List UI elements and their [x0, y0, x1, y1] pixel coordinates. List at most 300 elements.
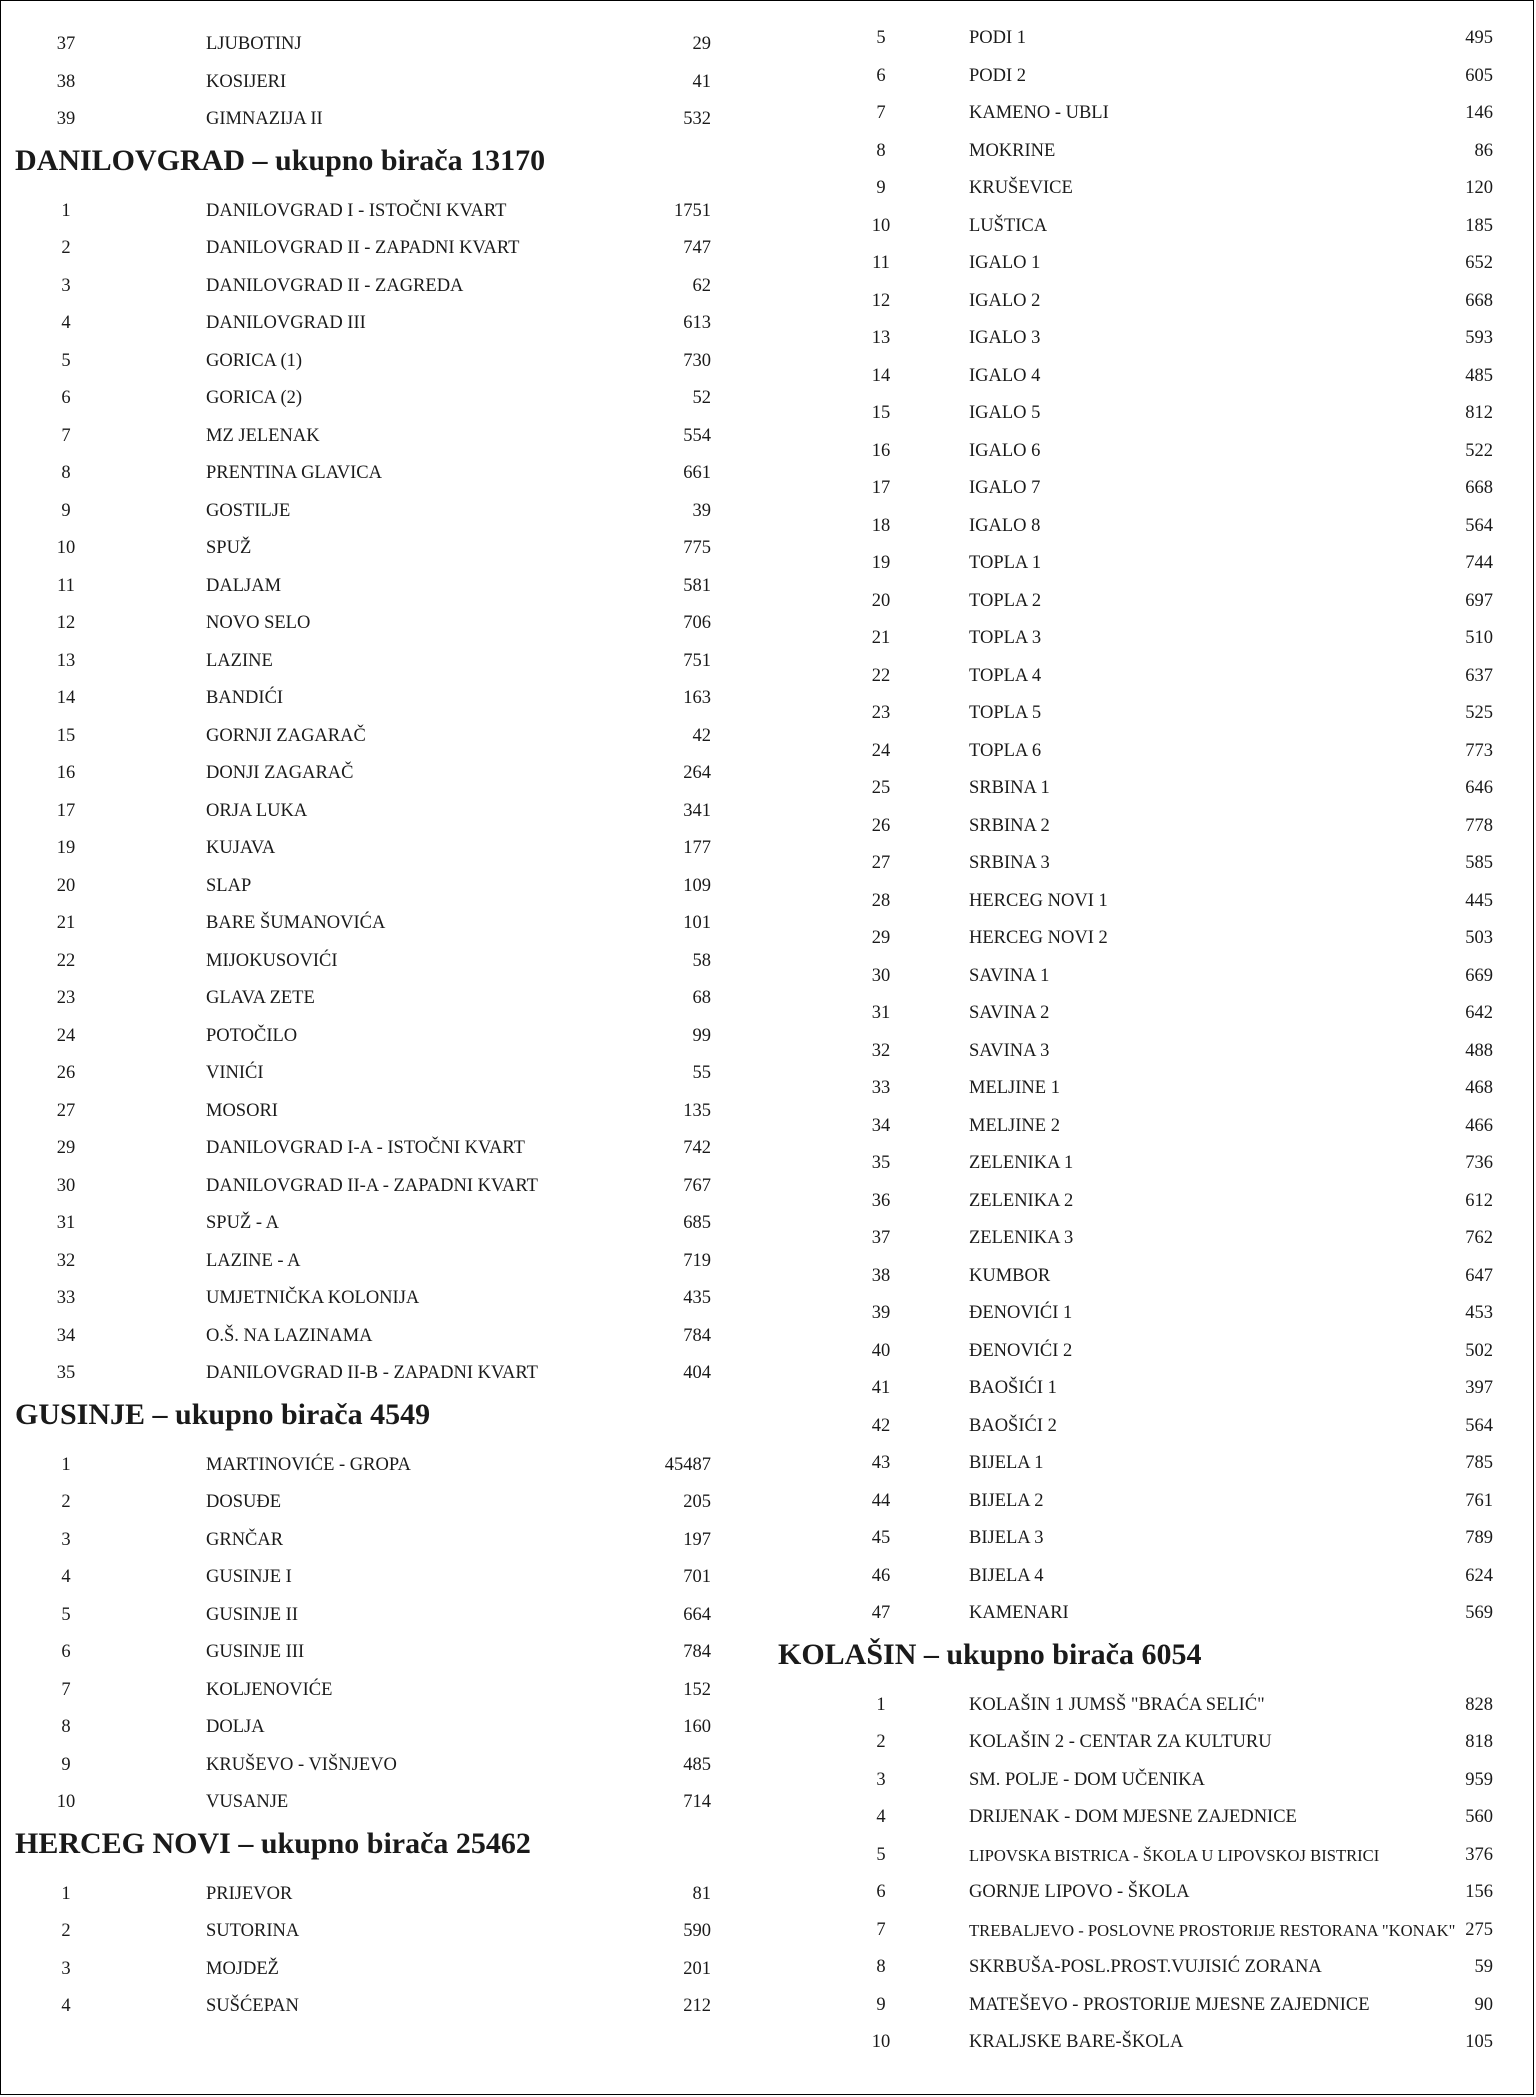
voter-count: 152 [683, 1679, 711, 1700]
polling-station-number: 22 [871, 665, 891, 686]
voter-count: 959 [1465, 1769, 1493, 1790]
voter-count: 41 [692, 71, 711, 92]
table-row [766, 1070, 1534, 1107]
polling-station-number: 34 [871, 1115, 891, 1136]
polling-station-name: DOLJA [206, 1717, 265, 1737]
voter-count: 767 [683, 1175, 711, 1196]
table-row [766, 920, 1534, 957]
polling-station-number: 38 [56, 71, 76, 92]
voter-count: 585 [1465, 853, 1493, 873]
polling-station-number: 46 [871, 1565, 891, 1586]
polling-station-name: SPUŽ - A [206, 1213, 279, 1233]
polling-station-number: 24 [56, 1025, 76, 1046]
polling-station-name: IGALO 1 [969, 253, 1041, 273]
voter-count: 488 [1465, 1040, 1493, 1061]
voter-count: 466 [1465, 1115, 1493, 1136]
voter-count: 590 [683, 1921, 711, 1941]
polling-station-number: 13 [871, 328, 891, 348]
voter-count: 397 [1465, 1378, 1493, 1398]
polling-station-name: GIMNAZIJA II [206, 109, 323, 129]
voter-count: 775 [683, 538, 711, 558]
polling-station-number: 6 [61, 1642, 71, 1662]
table-row [1, 26, 761, 63]
table-row [766, 358, 1534, 395]
voter-count: 789 [1465, 1528, 1493, 1548]
polling-station-name: KOSIJERI [206, 71, 287, 92]
polling-station-name: TOPLA 5 [969, 703, 1042, 723]
table-row [766, 1912, 1534, 1949]
polling-station-number: 14 [56, 688, 76, 708]
polling-station-name: KOLJENOVIĆE [206, 1679, 333, 1700]
polling-station-name: UMJETNIČKA KOLONIJA [206, 1288, 420, 1308]
polling-station-name: DANILOVGRAD I-A - ISTOČNI KVART [206, 1138, 525, 1158]
voter-count: 701 [683, 1567, 711, 1587]
polling-station-number: 16 [871, 440, 891, 461]
polling-station-name: DANILOVGRAD II-B - ZAPADNI KVART [206, 1363, 538, 1383]
polling-station-number: 18 [871, 515, 891, 536]
voter-count: 264 [683, 763, 711, 783]
polling-station-name: BIJELA 4 [969, 1565, 1044, 1586]
polling-station-number: 26 [56, 1063, 76, 1083]
voter-count: 376 [1465, 1844, 1493, 1865]
polling-station-name: TOPLA 2 [969, 590, 1042, 611]
polling-station-number: 5 [876, 28, 886, 48]
table-row [766, 1445, 1534, 1482]
polling-station-number: 44 [871, 1490, 891, 1511]
voter-count: 39 [692, 500, 711, 521]
table-row [766, 1145, 1534, 1182]
polling-station-name: TOPLA 3 [969, 628, 1042, 648]
polling-station-number: 8 [61, 1717, 71, 1737]
polling-station-number: 7 [61, 425, 71, 446]
polling-station-number: 31 [56, 1213, 76, 1233]
table-row [766, 995, 1534, 1032]
voter-count: 652 [1465, 253, 1493, 273]
table-row [1, 1130, 761, 1167]
voter-count: 784 [683, 1642, 711, 1662]
polling-station-number: 9 [61, 1754, 71, 1775]
polling-station-number: 6 [61, 388, 71, 408]
polling-station-number: 34 [56, 1325, 76, 1346]
polling-station-number: 27 [56, 1100, 76, 1121]
polling-station-name: SUŠĆEPAN [206, 1996, 299, 2016]
polling-station-name: DANILOVGRAD III [206, 313, 366, 333]
polling-station-number: 4 [61, 313, 71, 333]
polling-station-number: 14 [871, 365, 891, 386]
polling-station-name: BAOŠIĆI 2 [969, 1415, 1057, 1436]
polling-station-number: 16 [56, 763, 76, 783]
voter-count: 818 [1465, 1732, 1493, 1752]
table-row [766, 320, 1534, 357]
section-heading-danilovgrad: DANILOVGRAD – ukupno birača 13170 [15, 143, 546, 177]
polling-station-name: LAZINE - A [206, 1250, 301, 1271]
voter-count: 761 [1465, 1490, 1493, 1511]
table-row [1, 493, 761, 530]
voter-count: 751 [683, 650, 711, 671]
polling-station-number: 1 [61, 200, 71, 221]
polling-station-number: 41 [871, 1378, 891, 1398]
polling-station-number: 8 [61, 463, 71, 483]
table-row [1, 980, 761, 1017]
polling-station-name: PRIJEVOR [206, 1883, 293, 1904]
voter-count: 668 [1465, 290, 1493, 311]
polling-station-number: 35 [871, 1153, 891, 1173]
polling-station-name: SPUŽ [206, 538, 252, 558]
voter-count: 81 [692, 1883, 711, 1904]
polling-station-number: 25 [871, 778, 891, 798]
table-row [766, 1033, 1534, 1070]
table-row [1, 230, 761, 267]
voter-count: 495 [1465, 28, 1493, 48]
polling-station-number: 11 [872, 253, 890, 273]
voter-count: 503 [1465, 928, 1493, 948]
table-row [1, 1318, 761, 1355]
voter-count: 642 [1465, 1003, 1493, 1023]
polling-station-number: 11 [57, 575, 75, 596]
voter-count: 522 [1465, 440, 1493, 461]
polling-station-name: MARTINOVIĆE - GROPA [206, 1454, 411, 1475]
polling-station-name: DALJAM [206, 575, 282, 596]
polling-station-number: 4 [61, 1996, 71, 2016]
section-heading-herceg: HERCEG NOVI – ukupno birača 25462 [15, 1826, 531, 1860]
polling-station-name: DANILOVGRAD II-A - ZAPADNI KVART [206, 1175, 538, 1196]
table-row [766, 1558, 1534, 1595]
polling-station-name: SAVINA 1 [969, 965, 1050, 986]
polling-station-name: KAMENARI [969, 1603, 1069, 1623]
polling-station-name: PODI 2 [969, 65, 1027, 86]
table-row [766, 2024, 1534, 2061]
polling-station-number: 3 [876, 1769, 886, 1790]
polling-station-name: DONJI ZAGARAČ [206, 763, 354, 783]
voter-count: 510 [1465, 628, 1493, 648]
voter-count: 101 [683, 913, 711, 933]
table-row [766, 1108, 1534, 1145]
polling-station-name: DANILOVGRAD II - ZAPADNI KVART [206, 238, 520, 258]
polling-station-name: IGALO 3 [969, 328, 1041, 348]
voter-count: 613 [683, 313, 711, 333]
polling-station-number: 40 [871, 1340, 891, 1361]
table-row [766, 1949, 1534, 1986]
polling-station-number: 42 [871, 1415, 891, 1436]
voter-count: 605 [1465, 65, 1493, 86]
voter-count: 697 [1465, 590, 1493, 611]
polling-station-number: 20 [871, 590, 891, 611]
voter-count: 45487 [664, 1454, 711, 1475]
table-row [1, 1093, 761, 1130]
polling-station-number: 47 [871, 1603, 891, 1623]
table-row [766, 958, 1534, 995]
voter-count: 560 [1465, 1807, 1493, 1827]
polling-station-number: 2 [61, 1492, 71, 1512]
voter-count: 404 [683, 1363, 711, 1383]
voter-count: 554 [683, 425, 711, 446]
polling-station-number: 2 [61, 238, 71, 258]
table-row [1, 1205, 761, 1242]
voter-count: 762 [1465, 1228, 1493, 1248]
polling-station-number: 10 [871, 215, 891, 236]
table-row [1, 380, 761, 417]
table-row [1, 343, 761, 380]
polling-station-number: 1 [876, 1694, 886, 1715]
voter-count: 86 [1474, 140, 1493, 161]
table-row [766, 1762, 1534, 1799]
polling-station-number: 45 [871, 1528, 891, 1548]
polling-station-number: 3 [61, 1529, 71, 1550]
voter-count: 468 [1465, 1078, 1493, 1098]
polling-station-name: MIJOKUSOVIĆI [206, 950, 338, 971]
polling-station-name: ORJA LUKA [206, 800, 308, 821]
polling-station-name: KRUŠEVO - VIŠNJEVO [206, 1754, 397, 1775]
voter-count: 646 [1465, 778, 1493, 798]
table-row [766, 433, 1534, 470]
polling-station-name: VINIĆI [206, 1063, 264, 1083]
polling-station-name: BANDIĆI [206, 688, 284, 708]
table-row [766, 1595, 1534, 1632]
voter-count: 201 [683, 1958, 711, 1979]
voter-count: 581 [683, 575, 711, 596]
polling-station-name: SUTORINA [206, 1921, 300, 1941]
polling-station-number: 4 [61, 1567, 71, 1587]
polling-station-number: 8 [876, 1957, 886, 1977]
table-row [1, 1559, 761, 1596]
polling-station-name: IGALO 5 [969, 403, 1041, 423]
table-row [1, 455, 761, 492]
table-row [766, 1520, 1534, 1557]
table-row [766, 1183, 1534, 1220]
polling-station-number: 29 [871, 928, 891, 948]
table-row [1, 1168, 761, 1205]
polling-station-number: 23 [871, 703, 891, 723]
table-row [1, 101, 761, 138]
table-row [766, 1333, 1534, 1370]
polling-station-number: 1 [61, 1454, 71, 1475]
table-row [766, 20, 1534, 57]
table-row [766, 95, 1534, 132]
voter-count: 197 [683, 1529, 711, 1550]
polling-station-name: IGALO 7 [969, 478, 1041, 498]
polling-station-number: 8 [876, 140, 886, 161]
voter-count: 828 [1465, 1694, 1493, 1715]
voter-count: 624 [1465, 1565, 1493, 1586]
polling-station-number: 37 [871, 1228, 891, 1248]
table-row [766, 58, 1534, 95]
polling-station-name: LIPOVSKA BISTRICA - ŠKOLA U LIPOVSKOJ BISTRICI [969, 1845, 1380, 1865]
voter-count: 42 [692, 725, 711, 746]
voter-count: 90 [1474, 1994, 1493, 2015]
polling-station-name: BIJELA 2 [969, 1490, 1044, 1511]
polling-station-name: KOLAŠIN 1 JUMSŠ "BRAĆA SELIĆ" [969, 1694, 1265, 1715]
polling-station-name: DOSUĐE [206, 1492, 282, 1512]
polling-station-number: 20 [56, 875, 76, 896]
polling-station-number: 6 [876, 65, 886, 86]
polling-station-name: GUSINJE II [206, 1604, 298, 1625]
polling-station-number: 43 [871, 1453, 891, 1473]
polling-station-name: IGALO 2 [969, 290, 1041, 311]
polling-station-number: 30 [871, 965, 891, 986]
table-row [766, 1408, 1534, 1445]
polling-station-number: 5 [61, 1604, 71, 1625]
polling-station-name: MOJDEŽ [206, 1958, 279, 1979]
table-row [766, 1220, 1534, 1257]
voter-count: 714 [683, 1792, 711, 1812]
polling-station-name: POTOČILO [206, 1025, 298, 1046]
table-row [766, 1370, 1534, 1407]
table-row [1, 418, 761, 455]
voter-count: 736 [1465, 1153, 1493, 1173]
voter-count: 105 [1465, 2032, 1493, 2052]
polling-station-number: 7 [61, 1679, 71, 1700]
table-row [766, 245, 1534, 282]
polling-station-number: 19 [56, 838, 76, 858]
polling-station-number: 10 [56, 1792, 76, 1812]
polling-station-number: 6 [876, 1882, 886, 1902]
polling-station-number: 3 [61, 1958, 71, 1979]
polling-station-name: MELJINE 2 [969, 1115, 1060, 1136]
polling-station-number: 39 [871, 1303, 891, 1323]
voter-count: 205 [683, 1492, 711, 1512]
voter-count: 341 [683, 800, 711, 821]
table-row [1, 1484, 761, 1521]
polling-station-number: 35 [56, 1363, 76, 1383]
voter-count: 668 [1465, 478, 1493, 498]
table-row [1, 868, 761, 905]
table-row [766, 283, 1534, 320]
section-heading-gusinje: GUSINJE – ukupno birača 4549 [15, 1397, 431, 1431]
table-row [766, 1483, 1534, 1520]
polling-station-name: BARE ŠUMANOVIĆA [206, 913, 386, 933]
polling-station-name: SLAP [206, 875, 252, 896]
polling-station-name: IGALO 8 [969, 515, 1041, 536]
table-row [766, 1687, 1534, 1724]
table-row [766, 620, 1534, 657]
polling-station-number: 37 [56, 34, 76, 54]
polling-station-number: 9 [876, 178, 886, 198]
table-row [766, 545, 1534, 582]
table-row [1, 1243, 761, 1280]
polling-station-number: 30 [56, 1175, 76, 1196]
table-row [1, 718, 761, 755]
voter-count: 1751 [674, 200, 711, 221]
voter-count: 812 [1465, 403, 1493, 423]
voter-count: 773 [1465, 740, 1493, 761]
polling-station-name: BAOŠIĆI 1 [969, 1378, 1057, 1398]
polling-station-name: SRBINA 1 [969, 778, 1050, 798]
table-row [1, 1784, 761, 1821]
polling-station-number: 1 [61, 1883, 71, 1904]
polling-station-number: 17 [56, 800, 76, 821]
table-row [1, 1951, 761, 1988]
polling-station-number: 2 [61, 1921, 71, 1941]
polling-station-name: GORNJI ZAGARAČ [206, 725, 366, 746]
table-row [1, 530, 761, 567]
table-row [1, 1355, 761, 1392]
polling-station-name: SAVINA 2 [969, 1003, 1050, 1023]
table-row [1, 64, 761, 101]
table-row [1, 605, 761, 642]
polling-station-number: 15 [56, 725, 76, 746]
polling-station-name: GORICA (2) [206, 388, 303, 408]
polling-station-name: SRBINA 2 [969, 815, 1050, 836]
polling-station-name: SM. POLJE - DOM UČENIKA [969, 1769, 1205, 1790]
table-row [766, 395, 1534, 432]
polling-station-name: PODI 1 [969, 28, 1027, 48]
voter-count: 637 [1465, 665, 1493, 686]
table-row [766, 1295, 1534, 1332]
voter-count: 52 [692, 388, 711, 408]
polling-station-number: 2 [876, 1732, 886, 1752]
polling-station-name: SRBINA 3 [969, 853, 1050, 873]
polling-station-name: DRIJENAK - DOM MJESNE ZAJEDNICE [969, 1807, 1297, 1827]
voter-count: 664 [683, 1604, 711, 1625]
table-row [766, 658, 1534, 695]
voter-count: 435 [683, 1288, 711, 1308]
voter-count: 525 [1465, 703, 1493, 723]
polling-station-name: ĐENOVIĆI 1 [969, 1303, 1073, 1323]
table-row [1, 680, 761, 717]
voter-count: 275 [1465, 1919, 1493, 1940]
voter-count: 685 [683, 1213, 711, 1233]
polling-station-name: KUMBOR [969, 1265, 1051, 1286]
table-row [1, 943, 761, 980]
polling-station-name: LJUBOTINJ [206, 34, 302, 54]
table-row [1, 1709, 761, 1746]
polling-station-name: BIJELA 3 [969, 1528, 1044, 1548]
polling-station-number: 21 [871, 628, 891, 648]
polling-station-number: 23 [56, 988, 76, 1008]
polling-station-name: TREBALJEVO - POSLOVNE PROSTORIJE RESTORANA "KONAK" [969, 1920, 1456, 1940]
voter-count: 785 [1465, 1453, 1493, 1473]
table-row [1, 305, 761, 342]
table-row [766, 845, 1534, 882]
polling-station-number: 4 [876, 1807, 886, 1827]
voter-count: 55 [692, 1063, 711, 1083]
voter-count: 647 [1465, 1265, 1493, 1286]
table-row [1, 1447, 761, 1484]
voter-count: 160 [683, 1717, 711, 1737]
polling-station-number: 9 [876, 1994, 886, 2015]
section-heading-kola-in: KOLAŠIN – ukupno birača 6054 [778, 1637, 1202, 1671]
voter-count: 58 [692, 950, 711, 971]
polling-station-name: GRNČAR [206, 1529, 284, 1550]
polling-station-name: GUSINJE I [206, 1567, 292, 1587]
table-row [766, 1987, 1534, 2024]
voter-count: 564 [1465, 515, 1493, 536]
table-row [766, 208, 1534, 245]
voter-count: 730 [683, 350, 711, 371]
polling-station-name: MZ JELENAK [206, 425, 320, 446]
polling-station-number: 5 [876, 1844, 886, 1865]
polling-station-name: DANILOVGRAD I - ISTOČNI KVART [206, 200, 507, 221]
polling-station-name: ZELENIKA 2 [969, 1190, 1074, 1211]
table-row [766, 883, 1534, 920]
voter-count: 163 [683, 688, 711, 708]
polling-station-name: TOPLA 4 [969, 665, 1042, 686]
table-row [766, 470, 1534, 507]
table-row [1, 193, 761, 230]
table-row [1, 830, 761, 867]
polling-station-number: 21 [56, 913, 76, 933]
polling-station-name: LUŠTICA [969, 215, 1048, 236]
table-row [766, 1724, 1534, 1761]
polling-station-number: 15 [871, 403, 891, 423]
polling-station-name: MOKRINE [969, 140, 1056, 161]
voter-count: 747 [683, 238, 711, 258]
table-row [1, 1988, 761, 2025]
table-row [766, 508, 1534, 545]
polling-station-name: ZELENIKA 1 [969, 1153, 1074, 1173]
polling-station-number: 24 [871, 740, 891, 761]
polling-station-number: 33 [871, 1078, 891, 1098]
